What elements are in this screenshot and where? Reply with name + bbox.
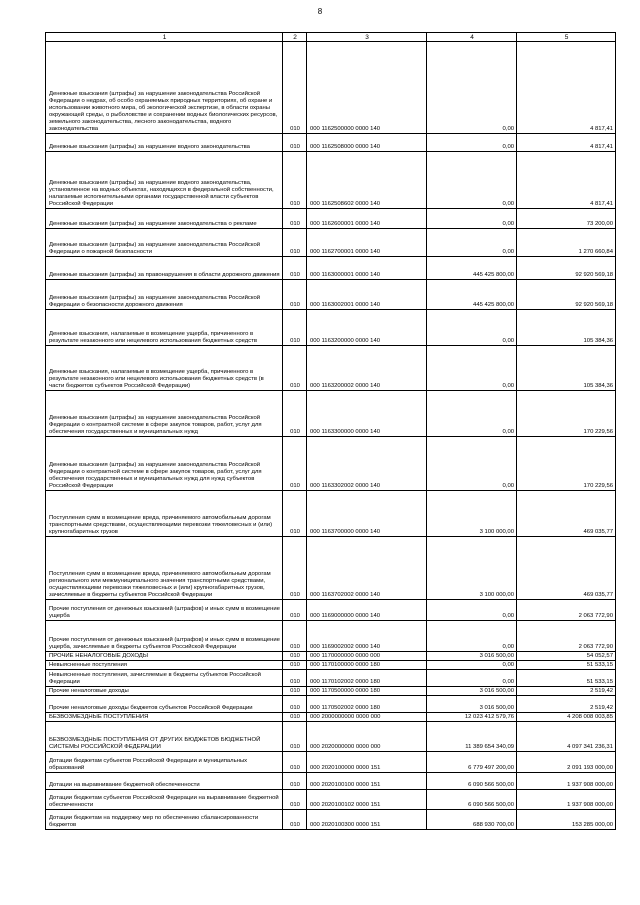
row-line-code: 010 — [283, 790, 307, 810]
row-line-code: 010 — [283, 229, 307, 257]
row-plan-value: 0,00 — [427, 229, 517, 257]
row-line-code: 010 — [283, 42, 307, 134]
row-fact-value: 105 384,36 — [517, 346, 616, 391]
row-name: Денежные взыскания (штрафы) за нарушение законодательства Российской Федерации о контрактной системе в сфере закупок товаров, работ, услуг для обеспечения государственных и муниципальных нужд для нужд субъектов Российской Федерации — [46, 437, 283, 491]
row-name: Прочие поступления от денежных взысканий (штрафов) и иных сумм в возмещение ущерба — [46, 600, 283, 621]
column-header: 3 — [307, 33, 427, 42]
table-row — [46, 280, 616, 310]
row-fact-value: 54 052,57 — [517, 652, 616, 661]
row-fact-value: 51 533,15 — [517, 670, 616, 687]
row-plan-value: 6 779 497 200,00 — [427, 752, 517, 773]
row-fact-value: 2 519,42 — [517, 687, 616, 696]
table-row — [46, 209, 616, 229]
row-fact-value: 73 200,00 — [517, 209, 616, 229]
row-plan-value: 0,00 — [427, 346, 517, 391]
row-plan-value: 445 425 800,00 — [427, 280, 517, 310]
row-fact-value: 92 920 569,18 — [517, 280, 616, 310]
row-classification-code: 000 2000000000 0000 000 — [307, 713, 427, 722]
row-plan-value: 3 100 000,00 — [427, 537, 517, 600]
row-fact-value: 2 091 193 000,00 — [517, 752, 616, 773]
row-name: Дотации бюджетам на поддержку мер по обеспечению сбалансированности бюджетов — [46, 810, 283, 830]
row-plan-value: 0,00 — [427, 600, 517, 621]
row-plan-value: 0,00 — [427, 209, 517, 229]
row-classification-code: 000 1162500000 0000 140 — [307, 42, 427, 134]
row-line-code: 010 — [283, 670, 307, 687]
table-row — [46, 696, 616, 713]
row-classification-code: 000 1170100000 0000 180 — [307, 661, 427, 670]
row-classification-code: 000 1163000001 0000 140 — [307, 257, 427, 280]
row-classification-code: 000 1163302002 0000 140 — [307, 437, 427, 491]
table-row — [46, 537, 616, 600]
row-name: Дотации бюджетам субъектов Российской Федерации и муниципальных образований — [46, 752, 283, 773]
row-classification-code: 000 2020100300 0000 151 — [307, 810, 427, 830]
row-plan-value: 0,00 — [427, 670, 517, 687]
row-line-code: 010 — [283, 810, 307, 830]
table-row — [46, 687, 616, 696]
row-plan-value: 3 016 500,00 — [427, 687, 517, 696]
row-classification-code: 000 1162700001 0000 140 — [307, 229, 427, 257]
row-name: Прочие неналоговые доходы — [46, 687, 283, 696]
row-fact-value: 1 937 908 000,00 — [517, 773, 616, 790]
row-line-code: 010 — [283, 696, 307, 713]
row-line-code: 010 — [283, 437, 307, 491]
row-fact-value: 4 097 341 236,31 — [517, 722, 616, 752]
row-name: Денежные взыскания (штрафы) за нарушение водного законодательства — [46, 134, 283, 152]
row-classification-code: 000 1162508602 0000 140 — [307, 152, 427, 209]
row-plan-value: 0,00 — [427, 621, 517, 652]
row-name: Денежные взыскания, налагаемые в возмещение ущерба, причиненного в результате незаконного или нецелевого использования бюджетных средств — [46, 310, 283, 346]
row-plan-value: 0,00 — [427, 42, 517, 134]
table-row — [46, 652, 616, 661]
row-plan-value: 0,00 — [427, 152, 517, 209]
income-report-table — [45, 32, 616, 830]
table-row — [46, 42, 616, 134]
row-plan-value: 445 425 800,00 — [427, 257, 517, 280]
row-name: БЕЗВОЗМЕЗДНЫЕ ПОСТУПЛЕНИЯ ОТ ДРУГИХ БЮДЖЕТОВ БЮДЖЕТНОЙ СИСТЕМЫ РОССИЙСКОЙ ФЕДЕРАЦИИ — [46, 722, 283, 752]
row-line-code: 010 — [283, 600, 307, 621]
table-row — [46, 621, 616, 652]
row-classification-code: 000 2020000000 0000 000 — [307, 722, 427, 752]
table-row — [46, 790, 616, 810]
row-fact-value: 1 937 908 000,00 — [517, 790, 616, 810]
row-fact-value: 469 035,77 — [517, 537, 616, 600]
row-name: Денежные взыскания (штрафы) за нарушение законодательства Российской Федерации о недрах, об особо охраняемых природных территориях, об охране и использовании животного мира, об экологической экспертизе, в области охраны окружающей среды, о рыболовстве и сохранении водных биологических ресурсов, земельного законодательства, лесного законодательства, водного законодательства — [46, 42, 283, 134]
row-plan-value: 12 023 412 579,76 — [427, 713, 517, 722]
row-fact-value: 4 817,41 — [517, 134, 616, 152]
column-header: 5 — [517, 33, 616, 42]
row-line-code: 010 — [283, 257, 307, 280]
table-row — [46, 752, 616, 773]
row-name: Прочие поступления от денежных взысканий (штрафов) и иных сумм в возмещение ущерба, зачисляемые в бюджеты субъектов Российской Федерации — [46, 621, 283, 652]
row-line-code: 010 — [283, 621, 307, 652]
row-classification-code: 000 1170102002 0000 180 — [307, 670, 427, 687]
row-plan-value: 0,00 — [427, 661, 517, 670]
row-line-code: 010 — [283, 537, 307, 600]
row-plan-value: 11 389 654 340,09 — [427, 722, 517, 752]
row-name: Невыясненные поступления, зачисляемые в бюджеты субъектов Российской Федерации — [46, 670, 283, 687]
row-plan-value: 0,00 — [427, 391, 517, 437]
row-line-code: 010 — [283, 773, 307, 790]
row-fact-value: 4 817,41 — [517, 42, 616, 134]
row-classification-code: 000 1170502002 0000 180 — [307, 696, 427, 713]
row-classification-code: 000 1163002001 0000 140 — [307, 280, 427, 310]
row-fact-value: 4 208 008 003,85 — [517, 713, 616, 722]
table-row — [46, 600, 616, 621]
row-name: Прочие неналоговые доходы бюджетов субъектов Российской Федерации — [46, 696, 283, 713]
row-line-code: 010 — [283, 391, 307, 437]
row-fact-value: 170 229,56 — [517, 391, 616, 437]
row-line-code: 010 — [283, 713, 307, 722]
table-row — [46, 722, 616, 752]
row-plan-value: 3 100 000,00 — [427, 491, 517, 537]
row-plan-value: 0,00 — [427, 310, 517, 346]
table-row — [46, 661, 616, 670]
row-fact-value: 4 817,41 — [517, 152, 616, 209]
row-plan-value: 0,00 — [427, 437, 517, 491]
row-line-code: 010 — [283, 280, 307, 310]
row-name: Денежные взыскания (штрафы) за нарушение законодательства Российской Федерации о контрактной системе в сфере закупок товаров, работ, услуг для обеспечения государственных и муниципальных нужд — [46, 391, 283, 437]
row-name: Денежные взыскания (штрафы) за нарушение водного законодательства, установленное на водных объектах, находящихся в федеральной собственности, налагаемые исполнительными органами государственной власти субъектов Российской Федерации — [46, 152, 283, 209]
row-line-code: 010 — [283, 652, 307, 661]
row-fact-value: 1 270 660,84 — [517, 229, 616, 257]
table-row — [46, 391, 616, 437]
row-plan-value: 3 016 500,00 — [427, 652, 517, 661]
row-fact-value: 153 285 000,00 — [517, 810, 616, 830]
table-row — [46, 437, 616, 491]
row-fact-value: 170 229,56 — [517, 437, 616, 491]
table-row — [46, 257, 616, 280]
row-line-code: 010 — [283, 134, 307, 152]
row-line-code: 010 — [283, 687, 307, 696]
row-classification-code: 000 1163300000 0000 140 — [307, 391, 427, 437]
row-name: БЕЗВОЗМЕЗДНЫЕ ПОСТУПЛЕНИЯ — [46, 713, 283, 722]
row-name: ПРОЧИЕ НЕНАЛОГОВЫЕ ДОХОДЫ — [46, 652, 283, 661]
row-name: Дотации на выравнивание бюджетной обеспеченности — [46, 773, 283, 790]
row-name: Денежные взыскания, налагаемые в возмещение ущерба, причиненного в результате незаконного или нецелевого использования бюджетных средств (в части бюджетов субъектов Российской Федерации) — [46, 346, 283, 391]
table-row — [46, 346, 616, 391]
table-row — [46, 152, 616, 209]
table-row — [46, 773, 616, 790]
row-name: Денежные взыскания (штрафы) за нарушение законодательства Российской Федерации о пожарной безопасности — [46, 229, 283, 257]
row-classification-code: 000 1163200000 0000 140 — [307, 310, 427, 346]
row-name: Поступления сумм в возмещение вреда, причиняемого автомобильным дорогам транспортными средствами, осуществляющими перевозки тяжеловесных и (или) крупногабаритных грузов — [46, 491, 283, 537]
row-plan-value: 6 090 566 500,00 — [427, 773, 517, 790]
row-line-code: 010 — [283, 209, 307, 229]
row-plan-value: 3 016 500,00 — [427, 696, 517, 713]
row-fact-value: 2 063 772,90 — [517, 600, 616, 621]
row-line-code: 010 — [283, 752, 307, 773]
row-fact-value: 469 035,77 — [517, 491, 616, 537]
table-row — [46, 491, 616, 537]
table-row — [46, 310, 616, 346]
row-name: Невыясненные поступления — [46, 661, 283, 670]
row-fact-value: 105 384,36 — [517, 310, 616, 346]
row-line-code: 010 — [283, 346, 307, 391]
row-line-code: 010 — [283, 152, 307, 209]
row-classification-code: 000 1162600001 0000 140 — [307, 209, 427, 229]
row-classification-code: 000 1170500000 0000 180 — [307, 687, 427, 696]
row-classification-code: 000 1169002002 0000 140 — [307, 621, 427, 652]
row-line-code: 010 — [283, 491, 307, 537]
row-classification-code: 000 1163700000 0000 140 — [307, 491, 427, 537]
row-classification-code: 000 2020100000 0000 151 — [307, 752, 427, 773]
row-name: Денежные взыскания (штрафы) за правонарушения в области дорожного движения — [46, 257, 283, 280]
row-plan-value: 6 090 566 500,00 — [427, 790, 517, 810]
row-fact-value: 2 063 772,90 — [517, 621, 616, 652]
table-row — [46, 810, 616, 830]
row-fact-value: 51 533,15 — [517, 661, 616, 670]
row-line-code: 010 — [283, 310, 307, 346]
column-header: 4 — [427, 33, 517, 42]
row-name: Денежные взыскания (штрафы) за нарушение законодательства Российской Федерации о безопасности дорожного движения — [46, 280, 283, 310]
row-classification-code: 000 2020100100 0000 151 — [307, 773, 427, 790]
row-fact-value: 92 920 569,18 — [517, 257, 616, 280]
row-classification-code: 000 1162508000 0000 140 — [307, 134, 427, 152]
row-classification-code: 000 1169000000 0000 140 — [307, 600, 427, 621]
row-classification-code: 000 1170000000 0000 000 — [307, 652, 427, 661]
table-row — [46, 670, 616, 687]
row-plan-value: 688 930 700,00 — [427, 810, 517, 830]
row-classification-code: 000 1163200002 0000 140 — [307, 346, 427, 391]
table-row — [46, 134, 616, 152]
row-fact-value: 2 519,42 — [517, 696, 616, 713]
row-name: Денежные взыскания (штрафы) за нарушение законодательства о рекламе — [46, 209, 283, 229]
column-header: 2 — [283, 33, 307, 42]
row-line-code: 010 — [283, 661, 307, 670]
column-header: 1 — [46, 33, 283, 42]
row-name: Дотации бюджетам субъектов Российской Федерации на выравнивание бюджетной обеспеченности — [46, 790, 283, 810]
table-row — [46, 229, 616, 257]
row-plan-value: 0,00 — [427, 134, 517, 152]
page-number: 8 — [317, 7, 323, 16]
row-classification-code: 000 2020100102 0000 151 — [307, 790, 427, 810]
row-line-code: 010 — [283, 722, 307, 752]
row-classification-code: 000 1163702002 0000 140 — [307, 537, 427, 600]
row-name: Поступления сумм в возмещение вреда, причиняемого автомобильным дорогам регионального или межмуниципального значения транспортными средствами, осуществляющими перевозки тяжеловесных и (или) крупногабаритных грузов, зачисляемые в бюджеты субъектов Российской Федерации — [46, 537, 283, 600]
table-row — [46, 713, 616, 722]
table-header-row — [46, 33, 616, 42]
